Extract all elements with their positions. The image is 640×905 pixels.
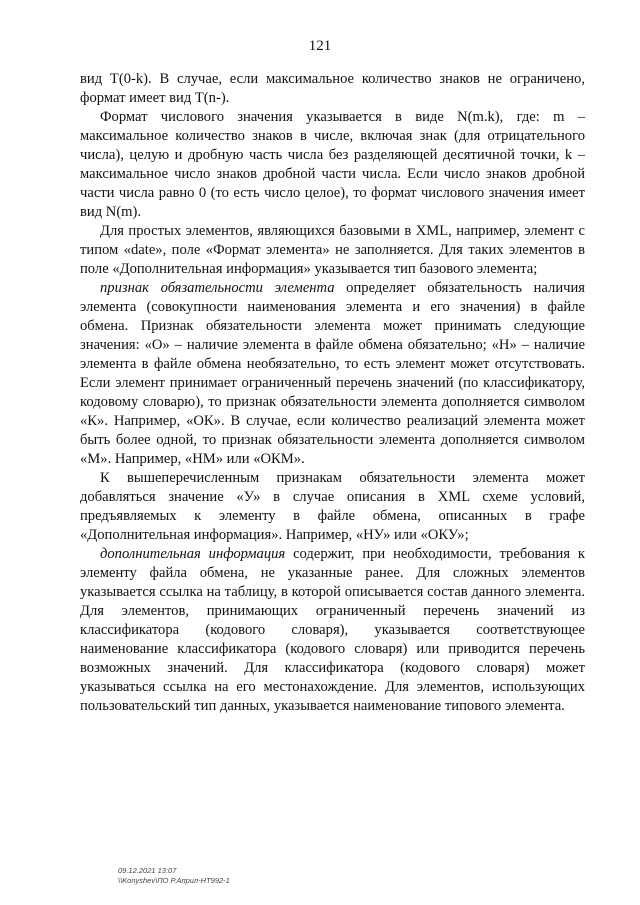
paragraph-2: [80, 108, 585, 222]
paragraph-5: [80, 469, 585, 545]
paragraph-4-text: определяет обязательность наличия элемента (совокупности наименования элемента и его значения) в файле обмена. Признак обязательности элемента может принимать следующие значения: «О» – наличие элемента в файле обмена обязательно; «Н» – наличие элемента в файле обмена необязательно, то есть элемент может отсутствовать. Если элемент принимает ограниченный перечень значений (по классификатору, кодовому словарю), то признак обязательности элемента дополняется символом «К». Например, «ОК». В случае, если количество реализаций элемента может быть более одной, то признак обязательности элемента дополняется символом «М». Например, «НМ» или «ОКМ».: [80, 280, 585, 467]
paragraph-3: [80, 222, 585, 279]
page-number: 121: [308, 38, 332, 54]
paragraph-5-text: К вышеперечисленным признакам обязательности элемента может добавляться значение «У» в случае описания в XML схеме условий, предъявляемых к элементу в файле обмена, описанных в графе «Дополнительная информация». Например, «НУ» или «ОКУ»;: [80, 470, 585, 543]
paragraph-4: [80, 279, 585, 469]
paragraph-6-term: дополнительная информация: [100, 546, 286, 562]
paragraph-2-text: Формат числового значения указывается в виде N(m.k), где: m – максимальное количество знаков в числе, включая знак (для отрицательного числа), целую и дробную часть числа без разделяющей десятичной точки, k – максимальное число знаков дробной части числа. Если число знаков дробной части числа равно 0 (то есть число целое), то формат числового значения имеет вид N(m).: [80, 109, 585, 220]
footer-stamp: [118, 866, 230, 886]
paragraph-4-term: признак обязательности элемента: [100, 280, 335, 296]
paragraph-6: [80, 545, 585, 716]
footer-file-path: \\Konyshev\ПО Р.Април-НТ992-1: [118, 876, 230, 885]
paragraph-1-text: вид T(0-k). В случае, если максимальное количество знаков не ограничено, формат имеет вид T(n-).: [80, 71, 585, 106]
paragraph-3-text: Для простых элементов, являющихся базовыми в XML, например, элемент с типом «date», поле «Формат элемента» не заполняется. Для таких элементов в поле «Дополнительная информация» указывается тип базового элемента;: [80, 223, 585, 277]
footer-timestamp: 09.12.2021 13:07: [118, 866, 177, 875]
paragraph-6-text: содержит, при необходимости, требования к элементу файла обмена, не указанные ранее. Для сложных элементов указывается ссылка на таблицу, в которой описывается состав данного элемента. Для элементов, принимающих ограниченный перечень значений из классификатора (кодового словаря), указывается соответствующее наименование классификатора (кодового словаря) или приводится перечень возможных значений. Для классификатора (кодового словаря) может указываться ссылка на его местонахождение. Для элементов, использующих пользовательский тип данных, указывается наименование типового элемента.: [80, 546, 585, 714]
body-text: [80, 70, 585, 716]
paragraph-1: [80, 70, 585, 108]
